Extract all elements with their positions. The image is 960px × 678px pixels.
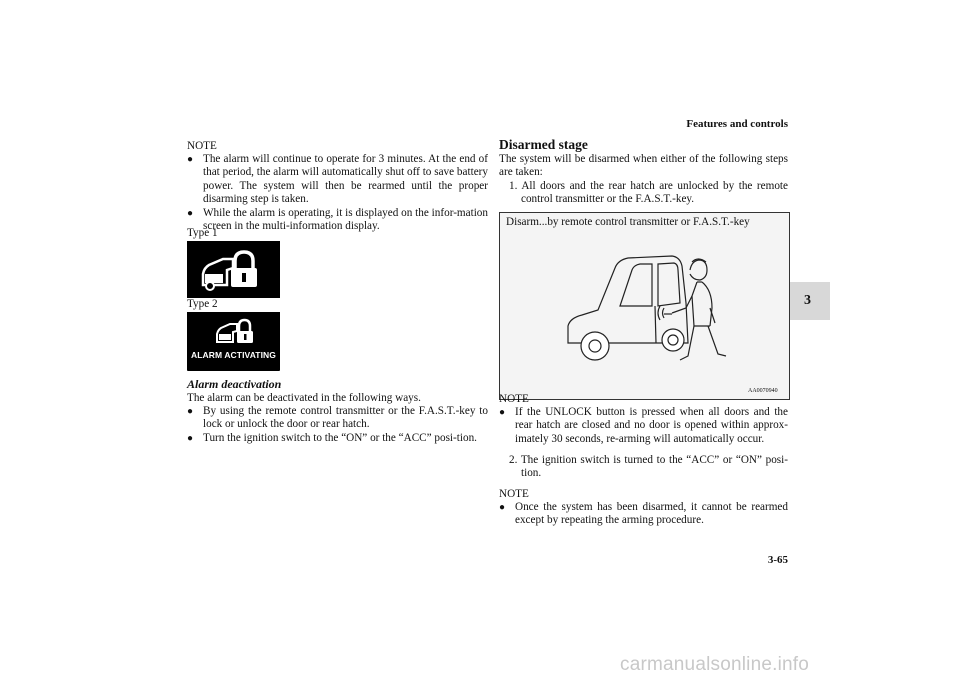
deactivation-bullet: ● By using the remote control transmitter or the F.A.S.T.-key to lock or unlock the door or rear hatch. <box>187 405 488 431</box>
disarmed-intro: The system will be disarmed when either of the following steps are taken: <box>499 153 788 179</box>
watermark: carmanualsonline.info <box>620 654 810 675</box>
note-bullet: ● Once the system has been disarmed, it cannot be rearmed except by repeating the arming procedure. <box>499 501 788 527</box>
note-bullet: ● While the alarm is operating, it is displayed on the infor-mation screen in the multi-information display. <box>187 207 488 233</box>
alarm-deactivation-heading: Alarm deactivation <box>187 377 282 391</box>
bullet-icon: ● <box>499 407 506 418</box>
disarmed-stage-heading: Disarmed stage <box>499 137 588 152</box>
type2-screen-text: ALARM ACTIVATING <box>190 350 276 360</box>
note-label: NOTE <box>499 488 529 500</box>
car-lock-icon <box>187 241 280 298</box>
type2-display-image <box>187 312 280 371</box>
car-lock-icon <box>187 312 280 350</box>
type2-label: Type 2 <box>187 298 218 310</box>
illustration-code: AA0070940 <box>748 388 778 394</box>
type1-display-image <box>187 241 280 298</box>
chapter-tab: 3 <box>785 282 830 320</box>
note-label: NOTE <box>187 140 217 152</box>
bullet-icon: ● <box>187 433 194 444</box>
bullet-icon: ● <box>499 502 506 513</box>
note-bullet: ● If the UNLOCK button is pressed when all doors and the rear hatch are closed and no door is opened within approx-imately 30 seconds, re-arming will automatically occur. <box>499 406 788 445</box>
disarm-step-1: 1. All doors and the rear hatch are unlocked by the remote control transmitter or the F.A.S.T.-key. <box>509 180 788 206</box>
bullet-icon: ● <box>187 208 194 219</box>
bullet-icon: ● <box>187 154 194 165</box>
page-number: 3-65 <box>767 554 788 566</box>
bullet-icon: ● <box>187 406 194 417</box>
disarm-step-2: 2. The ignition switch is turned to the “ACC” or “ON” posi-tion. <box>509 454 788 480</box>
type1-label: Type 1 <box>187 227 218 239</box>
page-header-title: Features and controls <box>686 118 788 130</box>
alarm-deactivation-intro: The alarm can be deactivated in the following ways. <box>187 392 421 404</box>
car-and-person-illustration <box>560 248 750 373</box>
illustration-caption: Disarm...by remote control transmitter or F.A.S.T.-key <box>506 216 750 228</box>
note-bullet: ● The alarm will continue to operate for 3 minutes. At the end of that period, the alarm will automatically shut off to save battery power. The system will then be rearmed until the proper disarming step is taken. <box>187 153 488 206</box>
deactivation-bullet: ● Turn the ignition switch to the “ON” or the “ACC” posi-tion. <box>187 432 477 444</box>
note-label: NOTE <box>499 393 529 405</box>
